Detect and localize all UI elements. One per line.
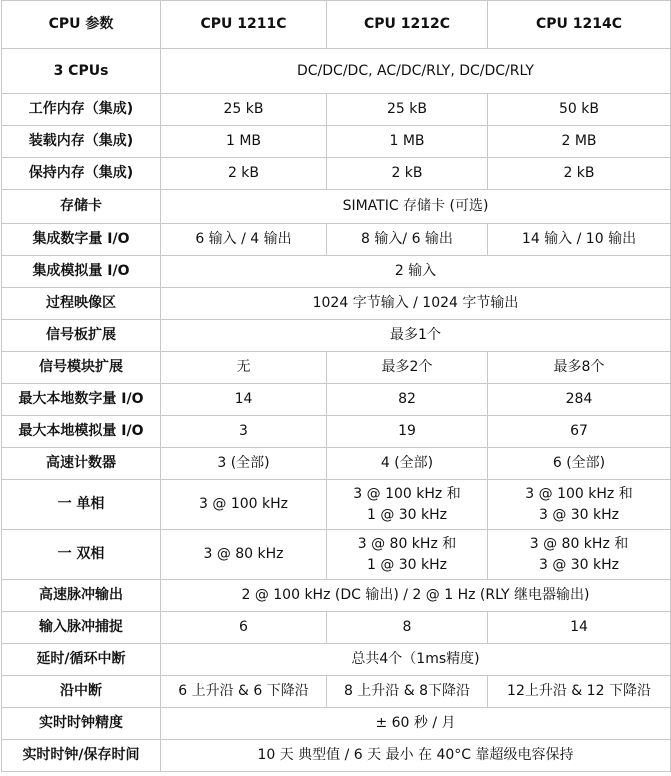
spec-row-value: 25 kB (327, 94, 488, 126)
spec-row-value: SIMATIC 存储卡 (可选) (161, 190, 671, 224)
spec-row-label: 装载内存（集成) (2, 126, 161, 158)
spec-row (2, 224, 671, 256)
spec-row (2, 644, 671, 676)
spec-row-label: 最大本地数字量 I/O (2, 384, 161, 416)
spec-row-value: 19 (327, 416, 488, 448)
column-header: CPU 1214C (488, 1, 671, 49)
spec-row-value: 4 (全部) (327, 448, 488, 480)
column-header: CPU 1211C (161, 1, 327, 49)
spec-row-value: 8 上升沿 & 8下降沿 (327, 676, 488, 708)
spec-row-value: 67 (488, 416, 671, 448)
spec-row-value: 总共4个（1ms精度) (161, 644, 671, 676)
spec-row-value: 3 @ 80 kHz 和 1 @ 30 kHz (327, 530, 488, 580)
spec-row (2, 352, 671, 384)
spec-row-value: 最多8个 (488, 352, 671, 384)
spec-row-value: 10 天 典型值 / 6 天 最小 在 40°C 靠超级电容保持 (161, 740, 671, 772)
spec-row (2, 158, 671, 190)
cpu-spec-table-body (2, 1, 671, 772)
spec-row-value: 2 kB (488, 158, 671, 190)
spec-row (2, 416, 671, 448)
spec-row (2, 94, 671, 126)
spec-row-value: 最多2个 (327, 352, 488, 384)
spec-row-value: 12上升沿 & 12 下降沿 (488, 676, 671, 708)
spec-row-value: 3 @ 80 kHz 和 3 @ 30 kHz (488, 530, 671, 580)
spec-row (2, 580, 671, 612)
spec-row-value: ± 60 秒 / 月 (161, 708, 671, 740)
spec-row-label: 高速计数器 (2, 448, 161, 480)
spec-row-label: 信号板扩展 (2, 320, 161, 352)
spec-row-value: 6 上升沿 & 6 下降沿 (161, 676, 327, 708)
spec-row (2, 190, 671, 224)
spec-row (2, 448, 671, 480)
spec-row (2, 126, 671, 158)
spec-row-value: 25 kB (161, 94, 327, 126)
spec-row-value: 3 @ 80 kHz (161, 530, 327, 580)
spec-row-value: 1024 字节输入 / 1024 字节输出 (161, 288, 671, 320)
spec-row-value: 8 (327, 612, 488, 644)
column-header: CPU 1212C (327, 1, 488, 49)
spec-row-value: 284 (488, 384, 671, 416)
spec-row (2, 708, 671, 740)
spec-row-label: 延时/循环中断 (2, 644, 161, 676)
param-header: CPU 参数 (2, 1, 161, 49)
spec-row-label: 实时时钟精度 (2, 708, 161, 740)
spec-row (2, 288, 671, 320)
spec-row (2, 530, 671, 580)
header-row (2, 1, 671, 49)
spec-row (2, 256, 671, 288)
spec-row-value: 50 kB (488, 94, 671, 126)
spec-row-value: 8 输入/ 6 输出 (327, 224, 488, 256)
spec-row-value: 3 @ 100 kHz 和 3 @ 30 kHz (488, 480, 671, 530)
spec-row-value: 最多1个 (161, 320, 671, 352)
spec-row-label: 集成数字量 I/O (2, 224, 161, 256)
spec-row-value: 6 (161, 612, 327, 644)
spec-row-value: 14 (161, 384, 327, 416)
spec-row-label: 一 双相 (2, 530, 161, 580)
spec-row-value: 3 @ 100 kHz (161, 480, 327, 530)
spec-row-value: 2 kB (161, 158, 327, 190)
spec-row (2, 676, 671, 708)
spec-row-value: 1 MB (327, 126, 488, 158)
spec-row-label: 集成模拟量 I/O (2, 256, 161, 288)
spec-row-label: 沿中断 (2, 676, 161, 708)
spec-row-value: 6 (全部) (488, 448, 671, 480)
cpu-spec-table (1, 0, 671, 772)
spec-row-label: 保持内存（集成) (2, 158, 161, 190)
spec-row-value: 3 (全部) (161, 448, 327, 480)
spec-row-value: 3 (161, 416, 327, 448)
spec-row (2, 740, 671, 772)
spec-row-value: 2 @ 100 kHz (DC 输出) / 2 @ 1 Hz (RLY 继电器输出) (161, 580, 671, 612)
spec-row-value: 2 MB (488, 126, 671, 158)
spec-row (2, 384, 671, 416)
spec-row-label: 高速脉冲输出 (2, 580, 161, 612)
spec-row-value: 2 kB (327, 158, 488, 190)
spec-row (2, 480, 671, 530)
spec-row-label: 信号模块扩展 (2, 352, 161, 384)
spec-row-label: 一 单相 (2, 480, 161, 530)
spec-row-value: 14 输入 / 10 输出 (488, 224, 671, 256)
spec-row-value: 82 (327, 384, 488, 416)
spec-row-label: 输入脉冲捕捉 (2, 612, 161, 644)
spec-row-value: 3 @ 100 kHz 和 1 @ 30 kHz (327, 480, 488, 530)
spec-row-value: 14 (488, 612, 671, 644)
spec-row-label: 过程映像区 (2, 288, 161, 320)
spec-row-label: 最大本地模拟量 I/O (2, 416, 161, 448)
platform-label: 3 CPUs (2, 49, 161, 94)
spec-row-value: 2 输入 (161, 256, 671, 288)
spec-row-value: 6 输入 / 4 输出 (161, 224, 327, 256)
platform-row (2, 49, 671, 94)
platform-value: DC/DC/DC, AC/DC/RLY, DC/DC/RLY (161, 49, 671, 94)
spec-row (2, 320, 671, 352)
spec-row-label: 存储卡 (2, 190, 161, 224)
spec-row (2, 612, 671, 644)
spec-row-label: 实时时钟/保存时间 (2, 740, 161, 772)
spec-row-value: 无 (161, 352, 327, 384)
spec-row-value: 1 MB (161, 126, 327, 158)
spec-row-label: 工作内存（集成) (2, 94, 161, 126)
